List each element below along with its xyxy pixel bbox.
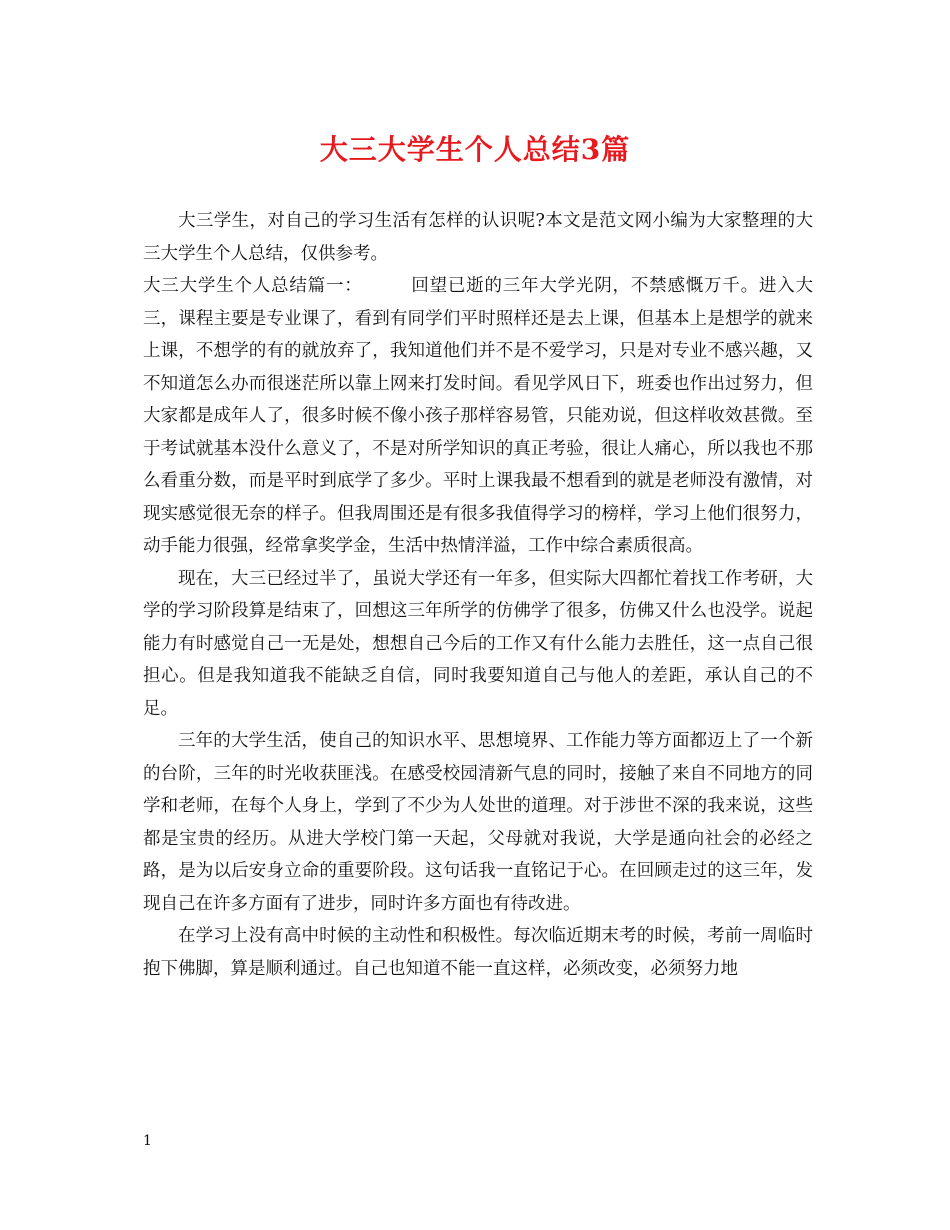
page-number: 1 (143, 1133, 152, 1149)
document-title: 大三大学生个人总结3篇 (319, 133, 631, 166)
section-paragraph (143, 270, 813, 563)
body-paragraph-2: 现在，大三已经过半了，虽说大学还有一年多，但实际大四都忙着找工作考研，大学的学习阶段算是结束了，回想这三年所学的仿佛学了很多，仿佛又什么也没学。说起能力有时感觉自己一无是处，想想自己今后的工作又有什么能力去胜任，这一点自己很担心。但是我知道我不能缺乏自信，同时我要知道自己与他人的差距，承认自己的不足。 (143, 568, 813, 719)
body-paragraph-1: 回望已逝的三年大学光阴，不禁感慨万千。进入大三，课程主要是专业课了，看到有同学们平时照样还是去上课，但基本上是想学的就来上课，不想学的有的就放弃了，我知道他们并不是不爱学习，只是对专业不感兴趣，又不知道怎么办而很迷茫所以靠上网来打发时间。看见学风日下，班委也作出过努力，但大家都是成年人了，很多时候不像小孩子那样容易管，只能劝说，但这样收效甚微。至于考试就基本没什么意义了，不是对所学知识的真正考验，很让人痛心，所以我也不那么看重分数，而是平时到底学了多少。平时上课我最不想看到的就是老师没有激情，对现实感觉很无奈的样子。但我周围还是有很多我值得学习的榜样，学习上他们很努力，动手能力很强，经常拿奖学金，生活中热情洋溢，工作中综合素质很高。 (143, 276, 814, 556)
body-paragraph-4: 在学习上没有高中时候的主动性和积极性。每次临近期末考的时候，考前一周临时抱下佛脚，算是顺利通过。自己也知道不能一直这样，必须改变，必须努力地 (143, 926, 813, 979)
section-heading: 大三大学生个人总结篇一： (143, 276, 363, 296)
document-body (143, 205, 813, 985)
body-paragraph-3: 三年的大学生活，使自己的知识水平、思想境界、工作能力等方面都迈上了一个新的台阶，三年的时光收获匪浅。在感受校园清新气息的同时，接触了来自不同地方的同学和老师，在每个人身上，学到了不少为人处世的道理。对于涉世不深的我来说，这些都是宝贵的经历。从进大学校门第一天起，父母就对我说，大学是通向社会的必经之路，是为以后安身立命的重要阶段。这句话我一直铭记于心。在回顾走过的这三年，发现自己在许多方面有了进步，同时许多方面也有待改进。 (143, 731, 813, 914)
intro-paragraph: 大三学生，对自己的学习生活有怎样的认识呢?本文是范文网小编为大家整理的大三大学生个人总结，仅供参考。 (143, 211, 813, 264)
